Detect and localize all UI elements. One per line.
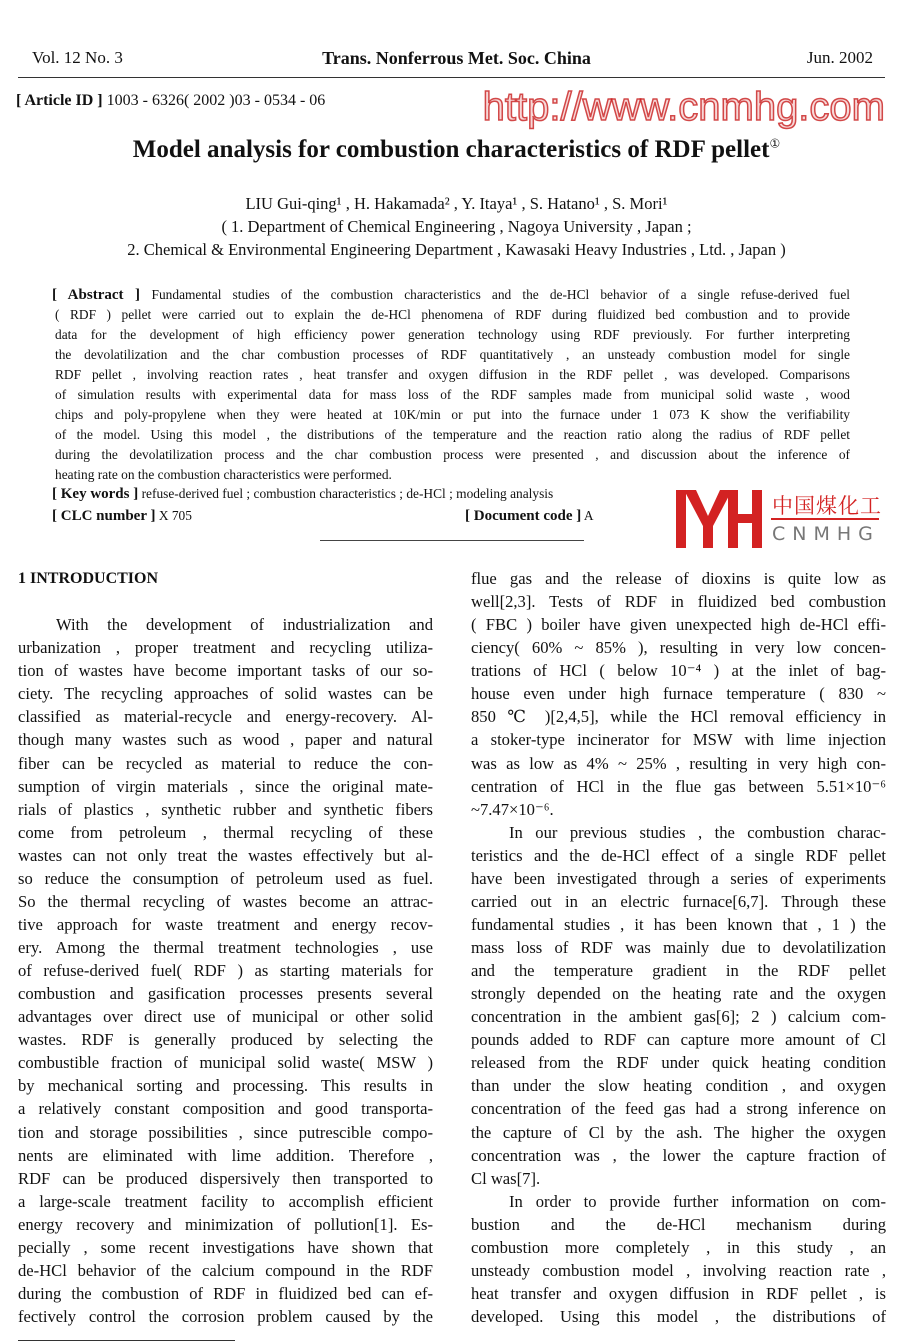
text-line: during the combustion of RDF in fluidized bed can ef-	[18, 1283, 433, 1303]
watermark-url: http://www.cnmhg.com	[482, 85, 885, 129]
text-line: sumption of virgin materials , since the original mate-	[18, 776, 433, 796]
text-line: come from petroleum , thermal recycling of these	[18, 822, 433, 842]
page-title	[0, 136, 913, 164]
text-line: combustible fraction of municipal solid waste( MSW )	[18, 1053, 433, 1073]
article-id-label: [ Article ID ]	[16, 92, 103, 109]
text-line: concentration was , the lower the capture fraction of	[471, 1145, 886, 1165]
left-column	[18, 567, 433, 1328]
paragraph	[471, 821, 886, 1190]
keywords-label: [ Key words ]	[52, 486, 139, 502]
text-line: of refuse-derived fuel( RDF ) as starting materials for	[18, 961, 433, 981]
header-divider	[18, 77, 885, 78]
text-line: fiber can be recycled as material to reduce the con-	[18, 753, 433, 773]
text-line: flue gas and the release of dioxins is quite low as	[471, 569, 886, 588]
text-line: tion and storage possibilities , since putrescible compo-	[18, 1122, 433, 1142]
text-line: a stoker-type incinerator for MSW with lime injection	[471, 730, 886, 750]
logo-mark-icon	[676, 490, 762, 548]
text-line: was as low as 4% ~ 25% , resulting in very high con-	[471, 753, 886, 773]
text-line: a relatively constant composition and good transporta-	[18, 1099, 433, 1119]
text-line: nents are eliminated with lime addition. Therefore ,	[18, 1145, 433, 1165]
text-line: well[2,3]. Tests of RDF in fluidized bed combustion	[471, 592, 886, 612]
logo-chinese-text: 中国煤化工	[772, 494, 882, 518]
text-line: tion of wastes have become important tasks of our so-	[18, 661, 433, 681]
text-line: bustion and the de-HCl mechanism during	[471, 1214, 886, 1234]
affiliation-2: 2. Chemical & Environmental Engineering Department , Kawasaki Heavy Industries , Ltd. , Japan )	[127, 240, 786, 259]
text-line: so reduce the consumption of petroleum used as fuel.	[18, 868, 433, 888]
text-line: 850 ℃ )[2,4,5], while the HCl removal efficiency in	[471, 707, 886, 727]
text-line: RDF pellet , involving reaction rates , heat transfer and oxygen diffusion in the RDF pellet , was developed. Comparisons	[55, 367, 850, 382]
text-line: data for the development of high efficiency power generation technology using RDF previously. For further interpreting	[55, 327, 850, 342]
text-line: ciency( 60% ~ 85% ), resulting in very low concen-	[471, 638, 886, 658]
text-line: ciety. The recycling approaches of solid wastes can be	[18, 684, 433, 704]
text-line: combustion and gasification processes presents several	[18, 984, 433, 1004]
text-line: advantages over direct use of municipal or other solid	[18, 1007, 433, 1027]
text-line: combustion more completely , in this study , an	[471, 1237, 886, 1257]
text-line: and the temperature gradient in the RDF pellet	[471, 961, 886, 981]
text-line: Cl was[7].	[471, 1168, 541, 1188]
text-line: rials of plastics , synthetic rubber and synthetic fibers	[18, 799, 433, 819]
paragraph	[18, 613, 433, 1328]
text-line: de-HCl behavior of the calcium compound in the RDF	[18, 1260, 433, 1280]
text-line: ( RDF ) pellet were carried out to explain the de-HCl phenomena of RDF during fluidized bed combustion and to provide	[55, 307, 850, 322]
text-line: urbanization , proper treatment and recycling utiliza-	[18, 638, 433, 658]
text-line: chips and poly-propylene when they were heated at 10K/min or put into the furnace under 1 073 K show the verifiability	[55, 407, 850, 422]
text-line: tive approach for waste treatment and energy recov-	[18, 914, 433, 934]
text-line: ~7.47×10⁻⁶.	[471, 799, 554, 819]
text-line: In order to provide further information on com-	[509, 1191, 886, 1211]
text-line: heating rate on the combustion characteristics were performed.	[55, 467, 392, 482]
text-line: pounds added to RDF can capture more amount of Cl	[471, 1030, 886, 1050]
text-line: mass loss of RDF was mainly due to devolatilization	[471, 938, 886, 957]
text-line: have been investigated through a series of experiments	[471, 868, 886, 888]
logo-english-text: CNMHG	[772, 523, 880, 545]
text-line: wastes. RDF is generally produced by selecting the	[18, 1030, 433, 1050]
paragraph	[471, 567, 886, 821]
text-line: carried out in an electric furnace[6,7]. Through these	[471, 891, 886, 911]
clc-number	[52, 508, 192, 525]
keywords	[52, 486, 553, 503]
text-line: ( FBC ) boiler have given unexpected high de-HCl effi-	[471, 615, 886, 635]
authors: LIU Gui-qing¹ , H. Hakamada² , Y. Itaya¹ , S. Hatano¹ , S. Mori¹	[245, 194, 668, 213]
text-line: the devolatilization and the char combustion processes of RDF quantitatively , an unsteady combustion model for single	[55, 347, 850, 362]
clc-value: X 705	[155, 508, 192, 523]
text-line: heat transfer and oxygen diffusion in RDF pellet , is	[471, 1283, 886, 1303]
document-code	[465, 508, 594, 525]
text-line: concentration of the feed gas had a strong inference on	[471, 1099, 886, 1119]
issue-date: Jun. 2002	[806, 48, 873, 67]
text-line: a large-scale treatment facility to accomplish efficient	[18, 1191, 433, 1211]
text-line: trations of HCl ( below 10⁻⁴ ) at the inlet of bag-	[471, 661, 886, 681]
text-line: wastes can not only treat the wastes effectively but al-	[18, 845, 433, 865]
doc-code-value: A	[581, 508, 594, 523]
footnote-divider	[18, 1340, 235, 1341]
text-line: fectively control the corrosion problem caused by the	[18, 1307, 433, 1326]
clc-label: [ CLC number ]	[52, 508, 156, 524]
title-text: Model analysis for combustion characteristics of RDF pellet	[132, 136, 770, 163]
text-line: though many wastes such as wood , paper and natural	[18, 730, 433, 750]
logo-divider	[771, 518, 879, 520]
abstract	[52, 285, 850, 485]
section-heading: 1 INTRODUCTION	[18, 570, 159, 587]
text-line: With the development of industrialization and	[56, 615, 433, 635]
author-block	[0, 192, 913, 261]
text-line: by mechanical sorting and processing. This results in	[18, 1076, 433, 1096]
text-line: developed. Using this model , the distributions of	[471, 1307, 886, 1326]
text-line: In our previous studies , the combustion charac-	[509, 822, 886, 842]
article-id	[16, 92, 325, 110]
text-line: centration of HCl in the flue gas between 5.51×10⁻⁶	[471, 776, 886, 796]
article-id-value: 1003 - 6326( 2002 )03 - 0534 - 06	[102, 92, 326, 109]
abstract-label: [ Abstract ]	[52, 287, 152, 303]
title-footnote-mark: ①	[769, 136, 781, 151]
text-line: of simulation results with experimental data for mass loss of the RDF samples made from municipal solid waste , wood	[55, 387, 850, 402]
abstract-divider	[320, 540, 584, 541]
text-line: RDF can be produced dispersively then transported to	[18, 1168, 433, 1188]
text-line: during the devolatilization process and the char combustion process were presented , and discussion about the inference of	[55, 447, 850, 462]
text-line: released from the RDF under quick heating condition	[471, 1053, 886, 1073]
paragraph	[471, 1190, 886, 1328]
text-line: of the model. Using this model , the distributions of the temperature and the reaction ratio along the radius of RDF pellet	[55, 427, 850, 442]
text-line: classified as material-recycle and energy-recovery. Al-	[18, 707, 433, 727]
text-line: the capture of Cl by the ash. The higher the oxygen	[471, 1122, 886, 1142]
text-line: teristics and the de-HCl effect of a single RDF pellet	[471, 845, 886, 865]
text-line: concentration in the ambient gas[6]; 2 ) calcium com-	[471, 1007, 886, 1027]
abstract-first-line: Fundamental studies of the combustion characteristics and the de-HCl behavior of a single refuse-derived fuel	[151, 287, 850, 302]
text-line: house even under high furnace temperature ( 830 ~	[471, 684, 886, 704]
text-line: So the thermal recycling of wastes become an attrac-	[18, 891, 433, 911]
text-line: energy recovery and minimization of pollution[1]. Es-	[18, 1214, 433, 1234]
paragraph	[52, 285, 850, 485]
text-line: fundamental studies , it has been known that , 1 ) the	[471, 914, 886, 934]
text-line: ery. Among the thermal treatment technologies , use	[18, 938, 433, 957]
text-line: than under the slow heating condition , and oxygen	[471, 1076, 886, 1096]
journal-name: Trans. Nonferrous Met. Soc. China	[322, 48, 591, 68]
text-line	[52, 285, 850, 305]
keywords-value: refuse-derived fuel ; combustion characteristics ; de-HCl ; modeling analysis	[138, 486, 554, 501]
text-line: strongly depended on the heating rate and the oxygen	[471, 984, 886, 1004]
doc-code-label: [ Document code ]	[465, 508, 582, 524]
text-line: pecially , some recent investigations have shown that	[18, 1237, 433, 1257]
cnmhg-logo	[668, 486, 882, 552]
right-column	[471, 567, 886, 1328]
volume-issue: Vol. 12 No. 3	[32, 48, 123, 67]
affiliation-1: ( 1. Department of Chemical Engineering , Nagoya University , Japan ;	[221, 217, 692, 236]
text-line: unsteady combustion model , involving reaction rate ,	[471, 1260, 886, 1280]
